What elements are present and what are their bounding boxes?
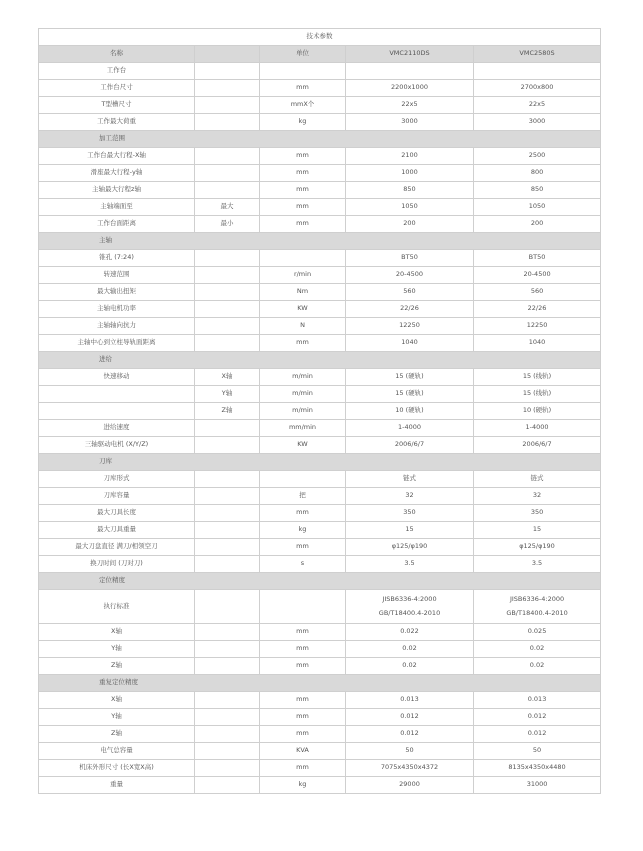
row-unit xyxy=(260,250,346,267)
row-sub xyxy=(195,267,260,284)
row-value-a: 2200x1000 xyxy=(346,80,474,97)
row-value-a: 15 xyxy=(346,522,474,539)
row-value-b: 22/26 xyxy=(474,301,601,318)
row-unit: m/min xyxy=(260,403,346,420)
table-row xyxy=(39,114,601,131)
table-row xyxy=(39,556,601,573)
row-unit: mm xyxy=(260,335,346,352)
row-value-b: 10 (硬轨) xyxy=(474,403,601,420)
row-sub xyxy=(195,539,260,556)
row-value-a: 0.012 xyxy=(346,726,474,743)
row-value-a: 200 xyxy=(346,216,474,233)
row-unit: mm xyxy=(260,199,346,216)
table-row xyxy=(39,692,601,709)
row-unit: 把 xyxy=(260,488,346,505)
row-value-b: 8135x4350x4480 xyxy=(474,760,601,777)
row-value-a: 0.022 xyxy=(346,624,474,641)
row-name: 执行标准 xyxy=(39,590,195,624)
row-value-a xyxy=(346,590,474,624)
row-name: 滑座最大行程-y轴 xyxy=(39,165,195,182)
row-name: 工作台 xyxy=(39,63,195,80)
row-sub xyxy=(195,505,260,522)
row-sub xyxy=(195,63,260,80)
row-unit: KW xyxy=(260,301,346,318)
row-value-a: 0.013 xyxy=(346,692,474,709)
row-unit xyxy=(260,471,346,488)
standard-line: GB/T18400.4-2010 xyxy=(506,608,568,617)
row-value-b: 1040 xyxy=(474,335,601,352)
row-name: 刀库容量 xyxy=(39,488,195,505)
row-name: 主轴端面至 xyxy=(39,199,195,216)
table-row xyxy=(39,97,601,114)
table-row xyxy=(39,369,601,386)
row-unit: mm xyxy=(260,216,346,233)
row-sub xyxy=(195,437,260,454)
row-name: 主轴最大行程z轴 xyxy=(39,182,195,199)
row-value-a: 15 (硬轨) xyxy=(346,386,474,403)
table-row xyxy=(39,301,601,318)
row-value-a: 3000 xyxy=(346,114,474,131)
section-row xyxy=(39,454,601,471)
row-sub xyxy=(195,692,260,709)
row-name: Z轴 xyxy=(39,726,195,743)
row-sub xyxy=(195,182,260,199)
section-label: 定位精度 xyxy=(39,573,601,590)
table-row xyxy=(39,148,601,165)
row-value-a: 1050 xyxy=(346,199,474,216)
section-row xyxy=(39,233,601,250)
spec-table xyxy=(38,28,601,794)
row-sub xyxy=(195,250,260,267)
row-unit: r/min xyxy=(260,267,346,284)
row-unit: mm xyxy=(260,539,346,556)
row-name: 换刀时间 (刀对刀) xyxy=(39,556,195,573)
row-name: 工作台最大行程-X轴 xyxy=(39,148,195,165)
header-sub xyxy=(195,46,260,63)
row-value-a: 22x5 xyxy=(346,97,474,114)
table-row xyxy=(39,522,601,539)
header-model-b: VMC2580S xyxy=(474,46,601,63)
table-row xyxy=(39,743,601,760)
row-sub xyxy=(195,284,260,301)
row-value-b: 3.5 xyxy=(474,556,601,573)
row-sub xyxy=(195,97,260,114)
row-value-b: 3000 xyxy=(474,114,601,131)
row-unit: mm xyxy=(260,692,346,709)
table-row xyxy=(39,420,601,437)
row-unit: mm xyxy=(260,165,346,182)
row-unit: N xyxy=(260,318,346,335)
table-row xyxy=(39,63,601,80)
row-unit: KW xyxy=(260,437,346,454)
row-name xyxy=(39,403,195,420)
row-value-b: 200 xyxy=(474,216,601,233)
row-value-a: BT50 xyxy=(346,250,474,267)
row-unit xyxy=(260,63,346,80)
row-value-b: 50 xyxy=(474,743,601,760)
row-unit: mm xyxy=(260,182,346,199)
row-sub xyxy=(195,318,260,335)
row-sub: Z轴 xyxy=(195,403,260,420)
row-value-a: 350 xyxy=(346,505,474,522)
table-row xyxy=(39,760,601,777)
row-unit: m/min xyxy=(260,386,346,403)
row-name: Z轴 xyxy=(39,658,195,675)
row-value-b: 15 (线轨) xyxy=(474,386,601,403)
row-value-a: 560 xyxy=(346,284,474,301)
row-name: 机床外形尺寸 (长X宽X高) xyxy=(39,760,195,777)
row-name: 工作台尺寸 xyxy=(39,80,195,97)
row-name: 转速范围 xyxy=(39,267,195,284)
row-value-a: 12250 xyxy=(346,318,474,335)
row-sub xyxy=(195,760,260,777)
row-value-b: 350 xyxy=(474,505,601,522)
row-name: 最大刀盘直径 满刀/相领空刀 xyxy=(39,539,195,556)
row-sub xyxy=(195,641,260,658)
row-value-b: 1050 xyxy=(474,199,601,216)
table-row xyxy=(39,471,601,488)
row-name: 锥孔 (7:24) xyxy=(39,250,195,267)
standard-line: GB/T18400.4-2010 xyxy=(378,608,441,617)
table-title: 技术参数 xyxy=(39,29,601,46)
section-label: 主轴 xyxy=(39,233,601,250)
row-sub: 最小 xyxy=(195,216,260,233)
row-value-a: 7075x4350x4372 xyxy=(346,760,474,777)
row-name: 快速移动 xyxy=(39,369,195,386)
row-value-b: 15 (线轨) xyxy=(474,369,601,386)
row-sub xyxy=(195,726,260,743)
row-value-a: 32 xyxy=(346,488,474,505)
table-row xyxy=(39,505,601,522)
row-unit: mmX个 xyxy=(260,97,346,114)
row-name: 最大输出扭矩 xyxy=(39,284,195,301)
row-name xyxy=(39,386,195,403)
row-sub xyxy=(195,488,260,505)
row-unit: mm xyxy=(260,624,346,641)
table-row xyxy=(39,267,601,284)
table-row xyxy=(39,437,601,454)
row-unit: Nm xyxy=(260,284,346,301)
row-sub xyxy=(195,114,260,131)
row-name: 刀库形式 xyxy=(39,471,195,488)
row-value-a: 29000 xyxy=(346,777,474,794)
row-value-b: 0.02 xyxy=(474,641,601,658)
row-name: 最大刀具重量 xyxy=(39,522,195,539)
row-sub: X轴 xyxy=(195,369,260,386)
row-unit: kg xyxy=(260,522,346,539)
row-sub xyxy=(195,709,260,726)
table-row xyxy=(39,539,601,556)
row-sub: Y轴 xyxy=(195,386,260,403)
row-unit: kg xyxy=(260,114,346,131)
row-value-a xyxy=(346,63,474,80)
row-name: 重量 xyxy=(39,777,195,794)
row-name: T型槽尺寸 xyxy=(39,97,195,114)
row-unit: kg xyxy=(260,777,346,794)
row-value-b: 0.025 xyxy=(474,624,601,641)
standard-line: JISB6336-4:2000 xyxy=(509,595,565,604)
row-value-b: 32 xyxy=(474,488,601,505)
row-value-b: BT50 xyxy=(474,250,601,267)
table-row xyxy=(39,386,601,403)
row-sub xyxy=(195,80,260,97)
row-sub xyxy=(195,471,260,488)
row-unit: mm xyxy=(260,709,346,726)
row-value-b: 0.012 xyxy=(474,709,601,726)
table-row xyxy=(39,590,601,624)
row-value-b: 2700x800 xyxy=(474,80,601,97)
row-value-a: 850 xyxy=(346,182,474,199)
row-sub xyxy=(195,658,260,675)
row-value-b: 2500 xyxy=(474,148,601,165)
section-row xyxy=(39,352,601,369)
row-sub xyxy=(195,148,260,165)
row-unit: mm xyxy=(260,726,346,743)
row-value-a: 3.5 xyxy=(346,556,474,573)
table-row xyxy=(39,284,601,301)
table-row xyxy=(39,182,601,199)
table-row xyxy=(39,658,601,675)
row-value-b: 800 xyxy=(474,165,601,182)
row-unit: mm xyxy=(260,148,346,165)
section-row xyxy=(39,573,601,590)
row-value-b xyxy=(474,590,601,624)
row-value-b: 0.012 xyxy=(474,726,601,743)
row-unit xyxy=(260,590,346,624)
table-row xyxy=(39,624,601,641)
row-value-b: 850 xyxy=(474,182,601,199)
row-value-b: 0.013 xyxy=(474,692,601,709)
row-value-a: 20-4500 xyxy=(346,267,474,284)
row-value-a: 链式 xyxy=(346,471,474,488)
row-unit: mm xyxy=(260,641,346,658)
section-label: 刀库 xyxy=(39,454,601,471)
table-row xyxy=(39,80,601,97)
table-row xyxy=(39,199,601,216)
row-sub xyxy=(195,777,260,794)
row-name: 进给速度 xyxy=(39,420,195,437)
table-row xyxy=(39,250,601,267)
row-sub: 最大 xyxy=(195,199,260,216)
row-name: 最大刀具长度 xyxy=(39,505,195,522)
row-value-a: φ125/φ190 xyxy=(346,539,474,556)
section-label: 进给 xyxy=(39,352,601,369)
table-row xyxy=(39,403,601,420)
table-row xyxy=(39,709,601,726)
row-name: 主轴轴向抗力 xyxy=(39,318,195,335)
row-value-a: 0.012 xyxy=(346,709,474,726)
standard-line: JISB6336-4:2000 xyxy=(382,595,437,604)
row-value-b: 31000 xyxy=(474,777,601,794)
row-value-a: 1-4000 xyxy=(346,420,474,437)
row-name: Y轴 xyxy=(39,641,195,658)
row-name: X轴 xyxy=(39,624,195,641)
row-name: 工作最大荷重 xyxy=(39,114,195,131)
table-row xyxy=(39,777,601,794)
row-value-b: 560 xyxy=(474,284,601,301)
row-name: X轴 xyxy=(39,692,195,709)
row-name: 三轴驱动电机 (X/Y/Z) xyxy=(39,437,195,454)
header-row xyxy=(39,46,601,63)
row-name: 主轴电机功率 xyxy=(39,301,195,318)
row-value-b: 2006/6/7 xyxy=(474,437,601,454)
row-sub xyxy=(195,420,260,437)
title-row xyxy=(39,29,601,46)
row-value-b: 链式 xyxy=(474,471,601,488)
row-value-a: 1040 xyxy=(346,335,474,352)
row-value-b: 20-4500 xyxy=(474,267,601,284)
table-row xyxy=(39,216,601,233)
row-sub xyxy=(195,556,260,573)
section-label: 重复定位精度 xyxy=(39,675,601,692)
row-value-a: 50 xyxy=(346,743,474,760)
row-name: 主轴中心到立柱导轨面距离 xyxy=(39,335,195,352)
table-row xyxy=(39,318,601,335)
row-unit: m/min xyxy=(260,369,346,386)
row-value-a: 2100 xyxy=(346,148,474,165)
table-row xyxy=(39,726,601,743)
row-value-a: 0.02 xyxy=(346,658,474,675)
row-unit: mm xyxy=(260,80,346,97)
table-row xyxy=(39,165,601,182)
row-sub xyxy=(195,165,260,182)
row-name: 工作台面距离 xyxy=(39,216,195,233)
row-unit: mm xyxy=(260,505,346,522)
section-row xyxy=(39,131,601,148)
row-sub xyxy=(195,301,260,318)
header-name: 名称 xyxy=(39,46,195,63)
row-sub xyxy=(195,590,260,624)
row-unit: mm xyxy=(260,658,346,675)
row-value-b: 15 xyxy=(474,522,601,539)
header-model-a: VMC2110DS xyxy=(346,46,474,63)
section-row xyxy=(39,675,601,692)
row-unit: s xyxy=(260,556,346,573)
row-unit: mm/min xyxy=(260,420,346,437)
row-value-b: 12250 xyxy=(474,318,601,335)
row-sub xyxy=(195,335,260,352)
row-value-b: 22x5 xyxy=(474,97,601,114)
row-sub xyxy=(195,624,260,641)
table-row xyxy=(39,641,601,658)
row-unit: mm xyxy=(260,760,346,777)
row-value-a: 2006/6/7 xyxy=(346,437,474,454)
table-row xyxy=(39,335,601,352)
table-row xyxy=(39,488,601,505)
row-value-a: 1000 xyxy=(346,165,474,182)
row-value-a: 15 (硬轨) xyxy=(346,369,474,386)
row-sub xyxy=(195,522,260,539)
row-value-b: 1-4000 xyxy=(474,420,601,437)
header-unit: 单位 xyxy=(260,46,346,63)
row-value-a: 0.02 xyxy=(346,641,474,658)
row-value-b: 0.02 xyxy=(474,658,601,675)
row-value-a: 22/26 xyxy=(346,301,474,318)
row-sub xyxy=(195,743,260,760)
row-unit: KVA xyxy=(260,743,346,760)
row-name: 电气总容量 xyxy=(39,743,195,760)
row-name: Y轴 xyxy=(39,709,195,726)
row-value-b xyxy=(474,63,601,80)
row-value-a: 10 (硬轨) xyxy=(346,403,474,420)
row-value-b: φ125/φ190 xyxy=(474,539,601,556)
section-label: 加工范围 xyxy=(39,131,601,148)
